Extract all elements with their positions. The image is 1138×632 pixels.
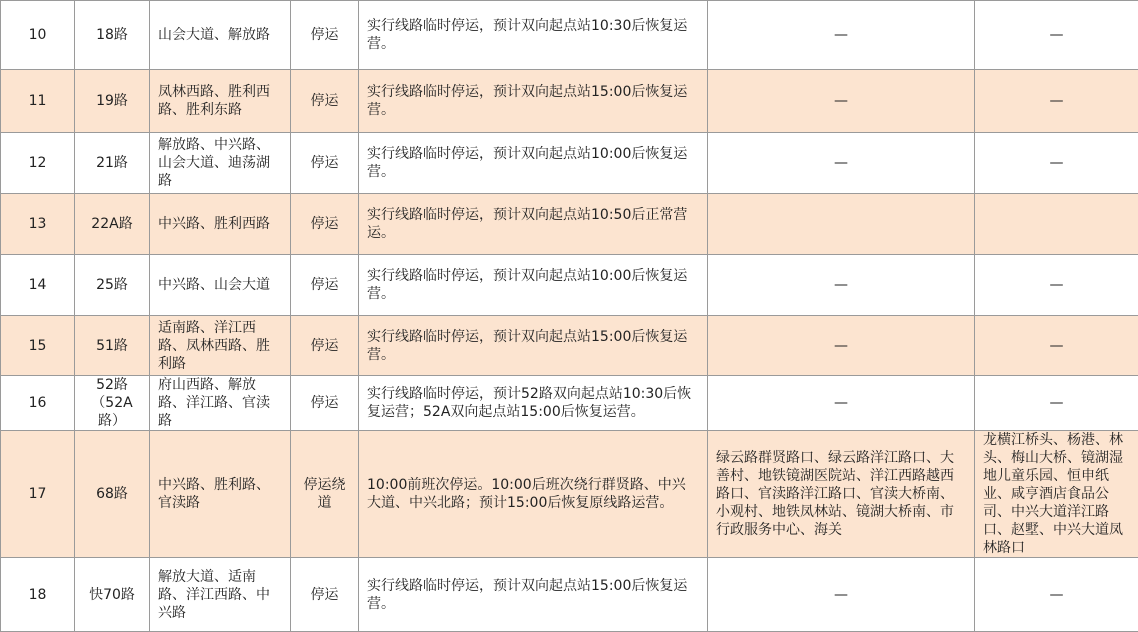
- affected-roads: 凤林西路、胜利西路、胜利东路: [150, 70, 291, 133]
- affected-roads: 解放大道、适南路、洋江西路、中兴路: [150, 558, 291, 632]
- service-note: 实行线路临时停运，预计双向起点站15:00后恢复运营。: [359, 70, 708, 133]
- cancelled-stops: [975, 194, 1138, 255]
- cancelled-stops: —: [975, 316, 1138, 376]
- row-number: 16: [1, 376, 75, 431]
- detour-stops: —: [708, 558, 975, 632]
- cancelled-stops: —: [975, 255, 1138, 316]
- affected-roads: 中兴路、胜利西路: [150, 194, 291, 255]
- cancelled-stops: —: [975, 1, 1138, 70]
- service-status: 停运: [291, 255, 359, 316]
- table-row: [1, 194, 1138, 255]
- detour-stops: 绿云路群贤路口、绿云路洋江路口、大善村、地铁镜湖医院站、洋江西路越西路口、官渎路洋江路口、官渎大桥南、小观村、地铁凤林站、镜湖大桥南、市行政服务中心、海关: [708, 431, 975, 558]
- row-number: 10: [1, 1, 75, 70]
- row-number: 11: [1, 70, 75, 133]
- detour-stops: —: [708, 316, 975, 376]
- route-name: 68路: [75, 431, 150, 558]
- table-row: [1, 558, 1138, 632]
- table-row: [1, 1, 1138, 70]
- detour-stops: —: [708, 70, 975, 133]
- cancelled-stops: —: [975, 376, 1138, 431]
- service-status: 停运: [291, 558, 359, 632]
- route-name: 22A路: [75, 194, 150, 255]
- service-status: 停运绕道: [291, 431, 359, 558]
- service-status: 停运: [291, 70, 359, 133]
- cancelled-stops: —: [975, 70, 1138, 133]
- service-status: 停运: [291, 316, 359, 376]
- service-note: 实行线路临时停运，预计双向起点站10:00后恢复运营。: [359, 255, 708, 316]
- service-note: 实行线路临时停运，预计双向起点站10:50后正常营运。: [359, 194, 708, 255]
- table-row: [1, 255, 1138, 316]
- service-note: 实行线路临时停运，预计双向起点站10:30后恢复运营。: [359, 1, 708, 70]
- route-name: 25路: [75, 255, 150, 316]
- detour-stops: [708, 194, 975, 255]
- detour-stops: —: [708, 376, 975, 431]
- affected-roads: 中兴路、山会大道: [150, 255, 291, 316]
- route-name: 18路: [75, 1, 150, 70]
- row-number: 15: [1, 316, 75, 376]
- row-number: 14: [1, 255, 75, 316]
- detour-stops: —: [708, 1, 975, 70]
- detour-stops: —: [708, 133, 975, 194]
- service-status: 停运: [291, 1, 359, 70]
- table-row: [1, 431, 1138, 558]
- affected-roads: 适南路、洋江西路、凤林西路、胜利路: [150, 316, 291, 376]
- row-number: 18: [1, 558, 75, 632]
- table-row: [1, 70, 1138, 133]
- service-note: 实行线路临时停运，预计52路双向起点站10:30后恢复运营；52A双向起点站15:00后恢复运营。: [359, 376, 708, 431]
- row-number: 17: [1, 431, 75, 558]
- service-status: 停运: [291, 376, 359, 431]
- affected-roads: 解放路、中兴路、山会大道、迪荡湖路: [150, 133, 291, 194]
- detour-stops: —: [708, 255, 975, 316]
- table-row: [1, 316, 1138, 376]
- service-status: 停运: [291, 133, 359, 194]
- service-note: 实行线路临时停运，预计双向起点站15:00后恢复运营。: [359, 558, 708, 632]
- service-note: 10:00前班次停运。10:00后班次绕行群贤路、中兴大道、中兴北路；预计15:00后恢复原线路运营。: [359, 431, 708, 558]
- table-row: [1, 376, 1138, 431]
- affected-roads: 中兴路、胜利路、官渎路: [150, 431, 291, 558]
- cancelled-stops: 龙横江桥头、杨港、林头、梅山大桥、镜湖湿地儿童乐园、恒申纸业、咸亨酒店食品公司、中兴大道洋江路口、赵墅、中兴大道凤林路口: [975, 431, 1138, 558]
- route-name: 52路（52A路）: [75, 376, 150, 431]
- route-name: 51路: [75, 316, 150, 376]
- route-name: 21路: [75, 133, 150, 194]
- row-number: 12: [1, 133, 75, 194]
- cancelled-stops: —: [975, 558, 1138, 632]
- affected-roads: 山会大道、解放路: [150, 1, 291, 70]
- service-note: 实行线路临时停运，预计双向起点站15:00后恢复运营。: [359, 316, 708, 376]
- affected-roads: 府山西路、解放路、洋江路、官渎路: [150, 376, 291, 431]
- row-number: 13: [1, 194, 75, 255]
- route-name: 19路: [75, 70, 150, 133]
- route-name: 快70路: [75, 558, 150, 632]
- service-status: 停运: [291, 194, 359, 255]
- service-note: 实行线路临时停运，预计双向起点站10:00后恢复运营。: [359, 133, 708, 194]
- table-row: [1, 133, 1138, 194]
- cancelled-stops: —: [975, 133, 1138, 194]
